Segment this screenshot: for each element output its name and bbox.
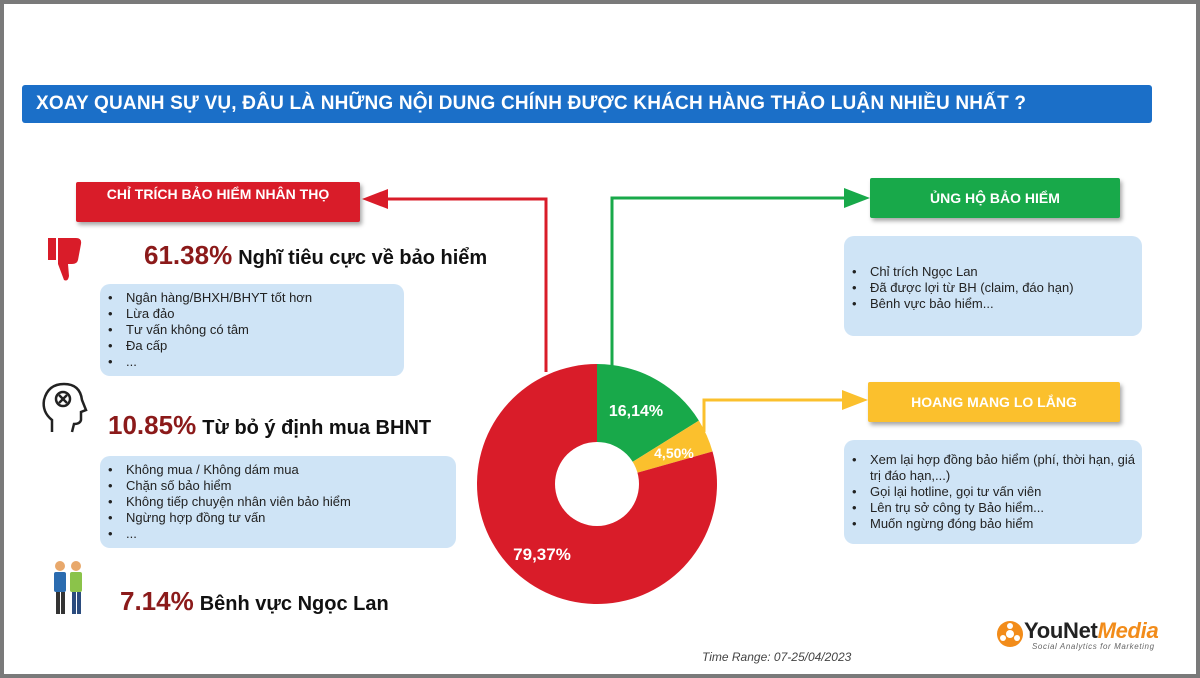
- list-item: • Lừa đảo: [126, 306, 404, 322]
- list-item: • Ngừng hợp đồng tư vấn: [126, 510, 456, 526]
- list-item: • Đã được lợi từ BH (claim, đáo hạn): [870, 280, 1142, 296]
- list-item: • Xem lại hợp đồng bảo hiểm (phí, thời hạn, giá trị đáo hạn,...): [870, 452, 1142, 484]
- logo-tagline: Social Analytics for Marketing: [1032, 642, 1155, 651]
- stat-percent: 10.85%: [108, 410, 197, 440]
- stat-percent: 61.38%: [144, 240, 233, 270]
- box-negative-reasons: [100, 284, 404, 376]
- stat-negative: [144, 240, 487, 271]
- connector-support: [612, 198, 848, 366]
- stat-abandon: [108, 410, 431, 441]
- list-item: • Không mua / Không dám mua: [126, 462, 456, 478]
- list-item: • Không tiếp chuyện nhân viên bảo hiểm: [126, 494, 456, 510]
- list-item: • ...: [126, 354, 404, 370]
- stat-label: Từ bỏ ý định mua BHNT: [202, 417, 432, 439]
- connector-worry: [704, 400, 846, 432]
- list-item: • Ngân hàng/BHXH/BHYT tốt hơn: [126, 290, 404, 306]
- slice-label-worry: 4,50%: [654, 445, 694, 461]
- list-item: • Chặn số bảo hiểm: [126, 478, 456, 494]
- list-item: • Đa cấp: [126, 338, 404, 354]
- page-title: XOAY QUANH SỰ VỤ, ĐÂU LÀ NHỮNG NỘI DUNG CHÍNH ĐƯỢC KHÁCH HÀNG THẢO LUẬN NHIỀU NHẤT ?: [22, 85, 1152, 123]
- time-range: Time Range: 07-25/04/2023: [702, 650, 852, 664]
- connector-critic: [388, 199, 546, 372]
- box-worry-reasons: [844, 440, 1142, 544]
- tag-worry: HOANG MANG LO LẮNG: [868, 382, 1120, 422]
- people-icon: [54, 561, 82, 614]
- stat-label: Nghĩ tiêu cực về bảo hiểm: [238, 247, 488, 269]
- logo-text-a: YouNet: [1024, 618, 1098, 643]
- list-item: • Tư vấn không có tâm: [126, 322, 404, 338]
- list-item: • Muốn ngừng đóng bảo hiểm: [870, 516, 1142, 532]
- arrow-support: [844, 188, 870, 208]
- thumbs-down-icon: [48, 238, 81, 281]
- stat-defend: [120, 586, 389, 617]
- arrow-worry: [842, 390, 868, 410]
- box-abandon-reasons: [100, 456, 456, 548]
- slide: [4, 4, 1196, 674]
- list-item: • Chỉ trích Ngọc Lan: [870, 264, 1142, 280]
- arrow-critic: [362, 189, 388, 209]
- stat-percent: 7.14%: [120, 586, 194, 616]
- list-item: • Bênh vực bảo hiểm...: [870, 296, 1142, 312]
- head-x-icon: [44, 384, 86, 432]
- logo-text-b: Media: [1097, 618, 1159, 643]
- slice-label-critic: 79,37%: [513, 545, 571, 564]
- list-item: • ...: [126, 526, 456, 542]
- brand-logo: [998, 618, 1158, 651]
- tag-critic: CHỈ TRÍCH BẢO HIỂM NHÂN THỌ: [76, 182, 360, 222]
- tag-support: ỦNG HỘ BẢO HIỂM: [870, 178, 1120, 218]
- slice-label-support: 16,14%: [608, 403, 664, 420]
- list-item: • Gọi lại hotline, gọi tư vấn viên: [870, 484, 1142, 500]
- donut-hole: [555, 442, 639, 526]
- stat-label: Bênh vực Ngọc Lan: [199, 593, 389, 615]
- box-support-reasons: [844, 236, 1142, 336]
- list-item: • Lên trụ sở công ty Bảo hiểm...: [870, 500, 1142, 516]
